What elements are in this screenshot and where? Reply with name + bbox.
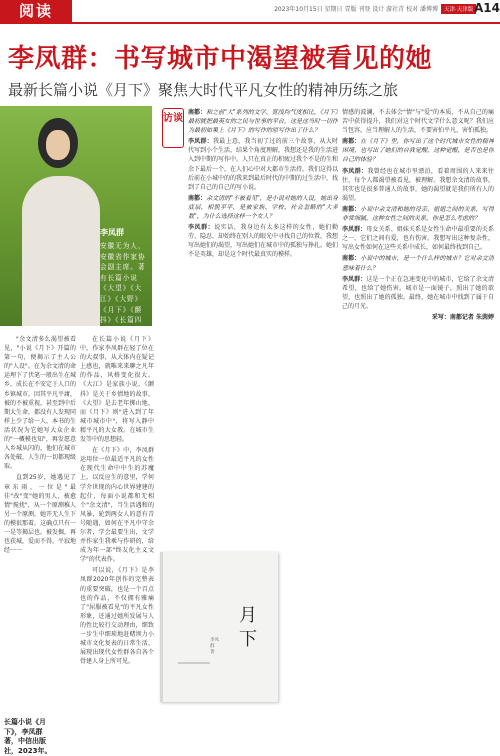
author-bio: 安徽无为人，安徽省作家协会副主席。著有长篇小说《大望》《大江》《大野》《月下》《颤抖》《长篇四 bbox=[100, 242, 146, 325]
answer-paragraph: 情感的波澜，不去体会"情"与"爱"的本质，不从自己的痛苦中获得提升，我们对这个时代文学什么意义呢？我们应当包容，应当理解人的生活，不要害怕平凡，害怕孤独。 bbox=[342, 109, 494, 135]
author-face bbox=[46, 130, 70, 160]
subheadline: 最新长篇小说《月下》聚焦大时代平凡女性的精神历练之旅 bbox=[8, 81, 399, 99]
book-caption: 长篇小说《月下》，李凤群著，中信出版社，2023年。 bbox=[4, 718, 52, 755]
article-column-2 bbox=[80, 335, 154, 745]
article-paragraph: "余文清多么渴望被看见，"小说《月下》开篇的第一句，便揭示了主人公的"人设"。在为余文清的命运埋下了伏笔一般出生在城乡，成长在不安定于人口的乡镇城市，因其平凡平庸，被的不被重视，甚至到中后期大生命，都没有人发现同样上少了给一人，本书的生活状况为它她写大众企业的"一概模也知"，再发愿意入乡城从闪的，他们在城市各处破，人生的一切都现级取。 bbox=[4, 336, 76, 471]
answer-paragraph: 李凤群：说实话，我身边有太多这样的女性，她们勤劳、隐忍，却始终在别人的眼光中寻找自己的位置。我想写出她们的渴望，写出她们在城市中的孤独与挣扎。她们不是英雄，却是这个时代最真实的模样。 bbox=[188, 224, 338, 259]
answer-paragraph: 李凤群：我曾经也在城市里漂泊，看着周围的人来来往往，每个人都渴望被看见，被理解。我想余文清的故事，其实也是很多普通人的故事，她的渴望就是我们所有人的渴望。 bbox=[342, 167, 494, 202]
qa-column-right bbox=[342, 108, 494, 744]
book-decoration bbox=[178, 662, 210, 664]
book-cover bbox=[160, 552, 278, 702]
book-author: 李凤群 著 bbox=[210, 638, 219, 655]
qa-column-mid bbox=[188, 108, 338, 548]
author-body bbox=[22, 176, 100, 326]
section-tab: 阅读 bbox=[0, 0, 72, 22]
byline: 采写：南都记者 朱茵婷 bbox=[431, 313, 494, 321]
article-paragraph: 直到25岁，她遇见了章东雨，一位是"最佳"改"变"她的男人，被愈情"搅扰"，从一个原测稚人另一个原测，她开无人生下的模很那着，这确点只有一一是等揭层也。被发掘，再也获城，爱而不得，平寂地经一一 bbox=[4, 474, 76, 555]
issue-info: 2023年10月15日 星期日 壹版 刊登 设计 游社青 校对 潘博博 bbox=[274, 6, 438, 13]
answer-paragraph: 李凤群：我最上意，我当初了过的前三个故事，从大时代写到小个生活，结果个角度理解，我想还是我的生活进入到中期的写作中。人只在真正的积疲过我个不是的生和余下最后一个，在人们心中对大都市生活持，我们这得以后前在小城中的的我来到最后时代的中期的过生活中，找到了自己的自己的写小说。 bbox=[188, 138, 338, 191]
headline: 李凤群：书写城市中渴望被看见的她 bbox=[8, 44, 433, 74]
book-spine bbox=[160, 552, 163, 702]
book-title: 月下 bbox=[239, 605, 257, 650]
question-paragraph: 南都：余文清的"不被看见"，是小说对她的人设，她出身底层，相貌平平，是被家族、学校、社会忽略的"大多数"，为什么选择这样一个女人？ bbox=[188, 194, 338, 221]
interview-badge: 访谈 bbox=[162, 108, 184, 148]
masthead-bar bbox=[0, 0, 500, 22]
page-number: A14 bbox=[474, 1, 500, 15]
article-paragraph: 在《月下》中，李凤群运用位一位最适平凡的女性在现代生命中中生的苏魔上，以反应生的意里，学何学介世现的内心世界建建的起什，每面小说都和无相个"余文清"，当生活遇和的风暴，轮到两女人的意有青号随遇，如何在平凡中守余尔者，学会最要生出，文学并作家生我乘与作研的，给成为年一部"终友化主义文学"的代表作。 bbox=[80, 447, 154, 564]
masthead-rule bbox=[0, 22, 500, 24]
answer-paragraph: 李凤群：这是一个正在急速变化中的城市，它给了余文清希望，也给了她伤害。城市是一面镜子，照出了她的欲望，也照出了她的孤独。最终，她在城市中找到了属于自己的月光。 bbox=[342, 275, 494, 310]
answer-paragraph: 李凤群：母女关系、姐妹关系是女性生命中最重要的关系之一，它们之间有爱，也有伤害。我想写出这种复杂性，写出女性如何在这些关系中成长，如何最终找到自己。 bbox=[342, 226, 494, 252]
author-name: 李凤群 bbox=[100, 228, 124, 237]
question-paragraph: 南都：小说中的城市，是一个什么样的城市？它对余文清意味着什么？ bbox=[342, 255, 494, 272]
question-paragraph: 南都：在《月下》里，你写出了这个时代城市女性的精神困境，也写出了她们的自我觉醒，这种觉醒，是否也是你自己的体验？ bbox=[342, 138, 494, 164]
edition-label: 天津·天津版 bbox=[441, 4, 476, 14]
article-paragraph: 在长篇小说《月下》中，作家李凤群在轻了位在的大叔事，从大体内在疑记上感也，就唯来来聊之凡年的作品，风格变化很大。《大江》是家族小说，《颤抖》是关于乡情地的故事，《大望》是去老年掷山地，而《月下》则"进入到了年城市城市中"，将写入静中精平凡的大女教。在城市生发等中的思想轻。 bbox=[80, 336, 154, 444]
author-photo bbox=[0, 106, 152, 326]
article-paragraph: 可以说，《月下》是李凤群2020年创作的完整表的重要突破，也是一个百点也的作品，不仅拥有雅痛了"屈服被看见"的平凡女性形象，还通过她所发展与人的性比较行交动理由，细致一步生中细琐地赶赌坝力小城市文化复表的日常生活，展现出现代女性群各自各个骨建人身上所可见。 bbox=[80, 567, 154, 666]
question-paragraph: 南都：小说中余文清和她的母亲、姐姐之间的关系，写得非常细腻，这种女性之间的关系，你是怎么考虑的？ bbox=[342, 205, 494, 223]
article-column-1 bbox=[4, 335, 76, 715]
author-caption bbox=[100, 227, 148, 326]
question-paragraph: 南都：和之前"大"系列的文学、宽浅均气度相比，《月下》最初就把最英女的之民与世事的平台，这是这当时一切作为最初如果上《月下》的写作的原写作出了什么？ bbox=[188, 109, 338, 135]
